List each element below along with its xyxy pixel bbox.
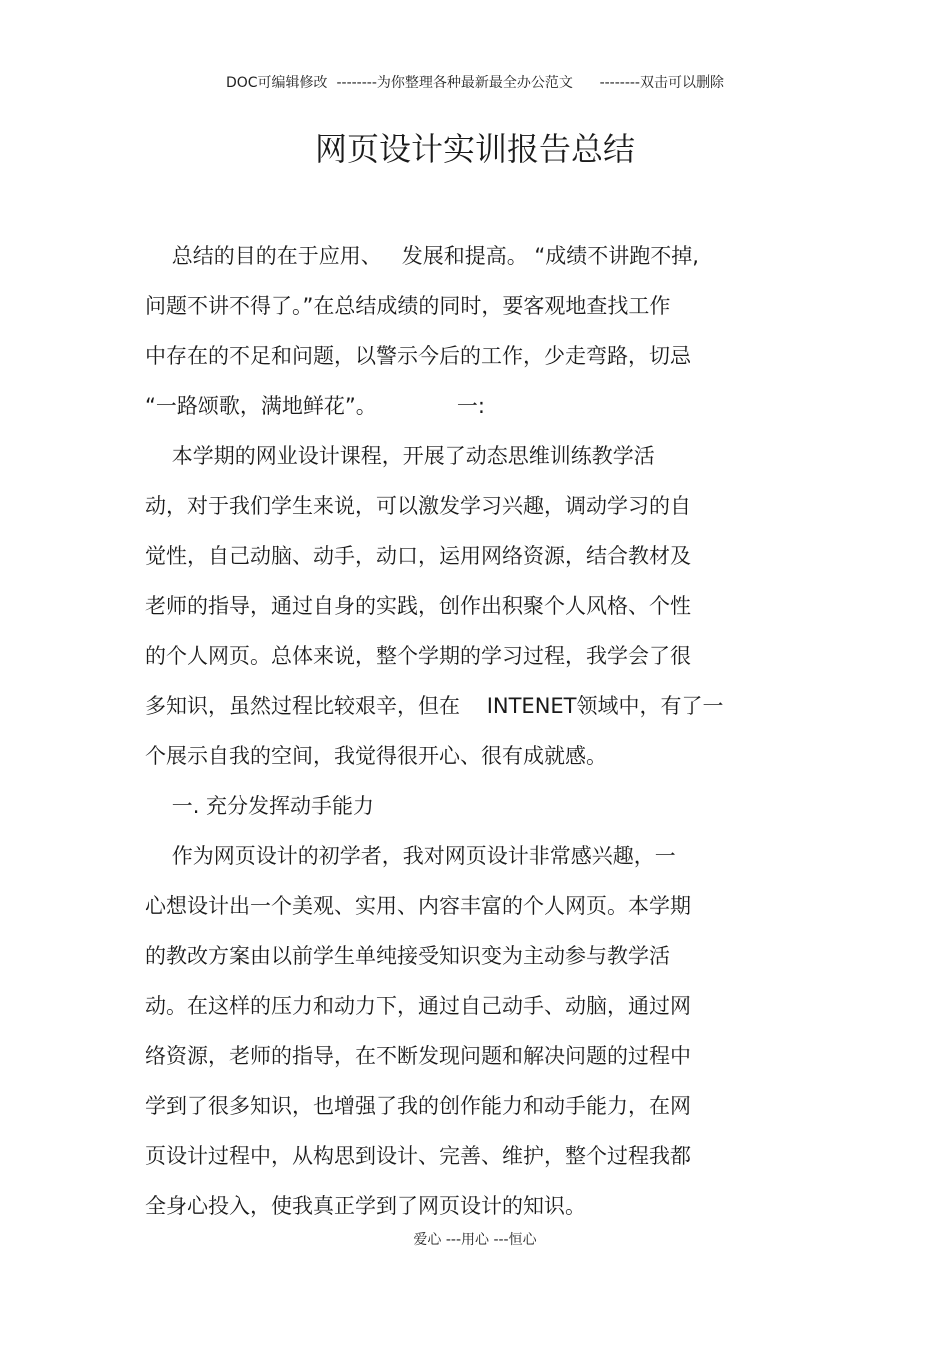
- paragraph-line: 全身心投入，使我真正学到了网页设计的知识。: [145, 1194, 586, 1218]
- document-title: 网页设计实训报告总结: [314, 130, 635, 168]
- page-header: DOC可编辑修改 --------为你整理各种最新最全办公范文 --------双击可以删除: [225, 75, 724, 91]
- page-footer: 爱心 ---用心 ---恒心: [413, 1232, 537, 1248]
- paragraph-line: 中存在的不足和问题，以警示今后的工作，少走弯路，切忌: [145, 344, 691, 368]
- paragraph-line: 老师的指导，通过自身的实践，创作出积聚个人风格、个性: [145, 594, 691, 618]
- paragraph-line: 页设计过程中，从构思到设计、完善、维护，整个过程我都: [145, 1144, 691, 1168]
- paragraph-line: “一路颂歌，满地鲜花”。 一:: [145, 394, 485, 418]
- paragraph-line: 络资源，老师的指导，在不断发现问题和解决问题的过程中: [145, 1044, 691, 1068]
- paragraph-line: 觉性，自己动脑、动手，动口，运用网络资源，结合教材及: [145, 544, 691, 568]
- paragraph-line: 动，对于我们学生来说，可以激发学习兴趣，调动学习的自: [145, 494, 691, 518]
- section-heading: 一. 充分发挥动手能力: [145, 794, 375, 818]
- paragraph-line: 个展示自我的空间，我觉得很开心、很有成就感。: [145, 744, 607, 768]
- paragraph-line: 作为网页设计的初学者，我对网页设计非常感兴趣，一: [145, 844, 676, 868]
- paragraph-line: 多知识，虽然过程比较艰辛，但在 INTENET领域中，有了一: [145, 694, 724, 718]
- paragraph-line: 总结的目的在于应用、 发展和提高。 “成绩不讲跑不掉,: [145, 244, 699, 268]
- paragraph-line: 问题不讲不得了。”在总结成绩的同时，要客观地查找工作: [145, 294, 671, 318]
- paragraph-line: 学到了很多知识，也增强了我的创作能力和动手能力，在网: [145, 1094, 691, 1118]
- document-body: [145, 236, 805, 1236]
- paragraph-line: 的个人网页。总体来说，整个学期的学习过程，我学会了很: [145, 644, 691, 668]
- paragraph-line: 本学期的网业设计课程，开展了动态思维训练教学活: [145, 444, 655, 468]
- paragraph-line: 的教改方案由以前学生单纯接受知识变为主动参与教学活: [145, 944, 670, 968]
- paragraph-line: 动。在这样的压力和动力下，通过自己动手、动脑，通过网: [145, 994, 691, 1018]
- paragraph-line: 心想设计出一个美观、实用、内容丰富的个人网页。本学期: [145, 894, 691, 918]
